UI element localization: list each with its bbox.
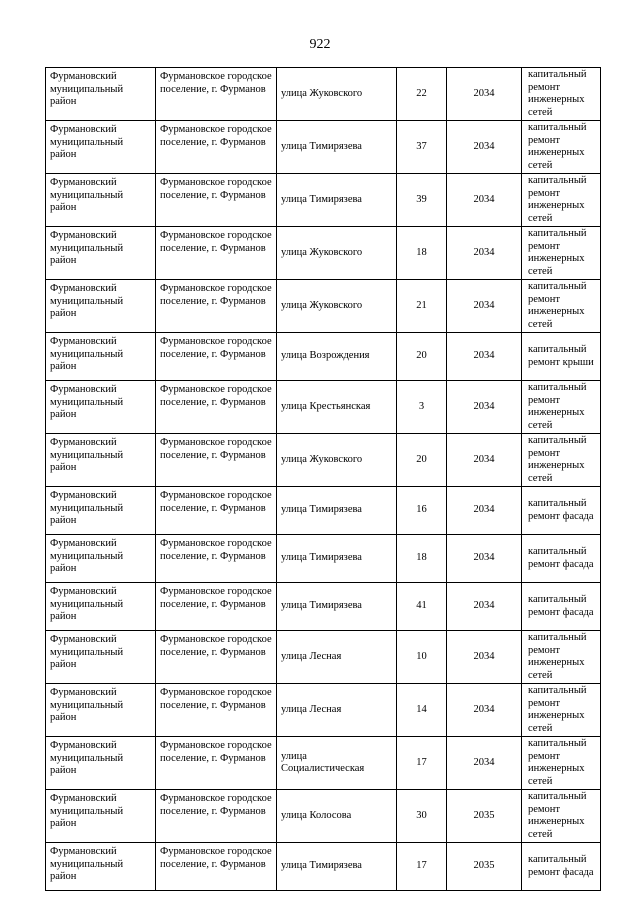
num-cell: 20	[397, 434, 447, 487]
num-cell: 3	[397, 381, 447, 434]
year-cell: 2034	[447, 434, 522, 487]
street-cell: улица Тимирязева	[277, 121, 397, 174]
settlement-cell: Фурмановское городское поселение, г. Фурманов	[156, 68, 277, 121]
work-cell: капитальный ремонт инженерных сетей	[522, 434, 601, 487]
num-cell: 20	[397, 333, 447, 381]
street-cell: улица Лесная	[277, 631, 397, 684]
district-cell: Фурмановский муниципальный район	[46, 68, 156, 121]
table-row	[46, 381, 601, 434]
num-cell: 30	[397, 790, 447, 843]
year-cell: 2034	[447, 684, 522, 737]
year-cell: 2034	[447, 121, 522, 174]
district-cell: Фурмановский муниципальный район	[46, 381, 156, 434]
num-cell: 22	[397, 68, 447, 121]
district-cell: Фурмановский муниципальный район	[46, 737, 156, 790]
district-cell: Фурмановский муниципальный район	[46, 631, 156, 684]
year-cell: 2034	[447, 583, 522, 631]
settlement-cell: Фурмановское городское поселение, г. Фурманов	[156, 227, 277, 280]
year-cell: 2034	[447, 227, 522, 280]
settlement-cell: Фурмановское городское поселение, г. Фурманов	[156, 121, 277, 174]
table-row	[46, 790, 601, 843]
year-cell: 2034	[447, 333, 522, 381]
num-cell: 37	[397, 121, 447, 174]
work-cell: капитальный ремонт фасада	[522, 535, 601, 583]
table-row	[46, 631, 601, 684]
table-row	[46, 535, 601, 583]
table-row	[46, 333, 601, 381]
table-row	[46, 121, 601, 174]
table-row	[46, 434, 601, 487]
num-cell: 17	[397, 843, 447, 891]
table-row	[46, 174, 601, 227]
district-cell: Фурмановский муниципальный район	[46, 227, 156, 280]
table-row	[46, 583, 601, 631]
num-cell: 39	[397, 174, 447, 227]
settlement-cell: Фурмановское городское поселение, г. Фурманов	[156, 174, 277, 227]
settlement-cell: Фурмановское городское поселение, г. Фурманов	[156, 583, 277, 631]
district-cell: Фурмановский муниципальный район	[46, 333, 156, 381]
street-cell: улица Жуковского	[277, 434, 397, 487]
settlement-cell: Фурмановское городское поселение, г. Фурманов	[156, 381, 277, 434]
year-cell: 2034	[447, 280, 522, 333]
district-cell: Фурмановский муниципальный район	[46, 583, 156, 631]
street-cell: улица Тимирязева	[277, 843, 397, 891]
street-cell: улица Возрождения	[277, 333, 397, 381]
work-cell: капитальный ремонт крыши	[522, 333, 601, 381]
num-cell: 21	[397, 280, 447, 333]
settlement-cell: Фурмановское городское поселение, г. Фурманов	[156, 434, 277, 487]
street-cell: улица Тимирязева	[277, 487, 397, 535]
street-cell: улица Тимирязева	[277, 174, 397, 227]
table-row	[46, 68, 601, 121]
district-cell: Фурмановский муниципальный район	[46, 434, 156, 487]
num-cell: 17	[397, 737, 447, 790]
work-cell: капитальный ремонт фасада	[522, 843, 601, 891]
work-cell: капитальный ремонт инженерных сетей	[522, 381, 601, 434]
table-row	[46, 487, 601, 535]
repair-schedule-table	[45, 67, 601, 891]
street-cell: улица Жуковского	[277, 280, 397, 333]
work-cell: капитальный ремонт инженерных сетей	[522, 227, 601, 280]
district-cell: Фурмановский муниципальный район	[46, 487, 156, 535]
street-cell: улица Лесная	[277, 684, 397, 737]
work-cell: капитальный ремонт инженерных сетей	[522, 174, 601, 227]
street-cell: улица Жуковского	[277, 68, 397, 121]
work-cell: капитальный ремонт инженерных сетей	[522, 790, 601, 843]
settlement-cell: Фурмановское городское поселение, г. Фурманов	[156, 487, 277, 535]
settlement-cell: Фурмановское городское поселение, г. Фурманов	[156, 737, 277, 790]
num-cell: 18	[397, 535, 447, 583]
num-cell: 10	[397, 631, 447, 684]
year-cell: 2034	[447, 535, 522, 583]
work-cell: капитальный ремонт фасада	[522, 487, 601, 535]
year-cell: 2034	[447, 487, 522, 535]
year-cell: 2034	[447, 737, 522, 790]
work-cell: капитальный ремонт инженерных сетей	[522, 121, 601, 174]
table-row	[46, 737, 601, 790]
settlement-cell: Фурмановское городское поселение, г. Фурманов	[156, 280, 277, 333]
work-cell: капитальный ремонт инженерных сетей	[522, 684, 601, 737]
settlement-cell: Фурмановское городское поселение, г. Фурманов	[156, 333, 277, 381]
street-cell: улица Колосова	[277, 790, 397, 843]
district-cell: Фурмановский муниципальный район	[46, 174, 156, 227]
work-cell: капитальный ремонт инженерных сетей	[522, 737, 601, 790]
district-cell: Фурмановский муниципальный район	[46, 121, 156, 174]
settlement-cell: Фурмановское городское поселение, г. Фурманов	[156, 535, 277, 583]
work-cell: капитальный ремонт инженерных сетей	[522, 280, 601, 333]
street-cell: улица Жуковского	[277, 227, 397, 280]
district-cell: Фурмановский муниципальный район	[46, 535, 156, 583]
year-cell: 2035	[447, 790, 522, 843]
street-cell: улица Крестьянская	[277, 381, 397, 434]
settlement-cell: Фурмановское городское поселение, г. Фурманов	[156, 631, 277, 684]
year-cell: 2034	[447, 381, 522, 434]
settlement-cell: Фурмановское городское поселение, г. Фурманов	[156, 684, 277, 737]
year-cell: 2034	[447, 631, 522, 684]
work-cell: капитальный ремонт инженерных сетей	[522, 68, 601, 121]
street-cell: улица Тимирязева	[277, 583, 397, 631]
table-body	[46, 68, 601, 891]
num-cell: 14	[397, 684, 447, 737]
settlement-cell: Фурмановское городское поселение, г. Фурманов	[156, 843, 277, 891]
num-cell: 16	[397, 487, 447, 535]
work-cell: капитальный ремонт инженерных сетей	[522, 631, 601, 684]
district-cell: Фурмановский муниципальный район	[46, 684, 156, 737]
table-row	[46, 843, 601, 891]
num-cell: 41	[397, 583, 447, 631]
num-cell: 18	[397, 227, 447, 280]
street-cell: улица Социалистическая	[277, 737, 397, 790]
district-cell: Фурмановский муниципальный район	[46, 790, 156, 843]
table-row	[46, 227, 601, 280]
year-cell: 2035	[447, 843, 522, 891]
district-cell: Фурмановский муниципальный район	[46, 280, 156, 333]
district-cell: Фурмановский муниципальный район	[46, 843, 156, 891]
work-cell: капитальный ремонт фасада	[522, 583, 601, 631]
page-number: 922	[309, 37, 331, 52]
table-row	[46, 280, 601, 333]
settlement-cell: Фурмановское городское поселение, г. Фурманов	[156, 790, 277, 843]
year-cell: 2034	[447, 174, 522, 227]
table-row	[46, 684, 601, 737]
year-cell: 2034	[447, 68, 522, 121]
street-cell: улица Тимирязева	[277, 535, 397, 583]
